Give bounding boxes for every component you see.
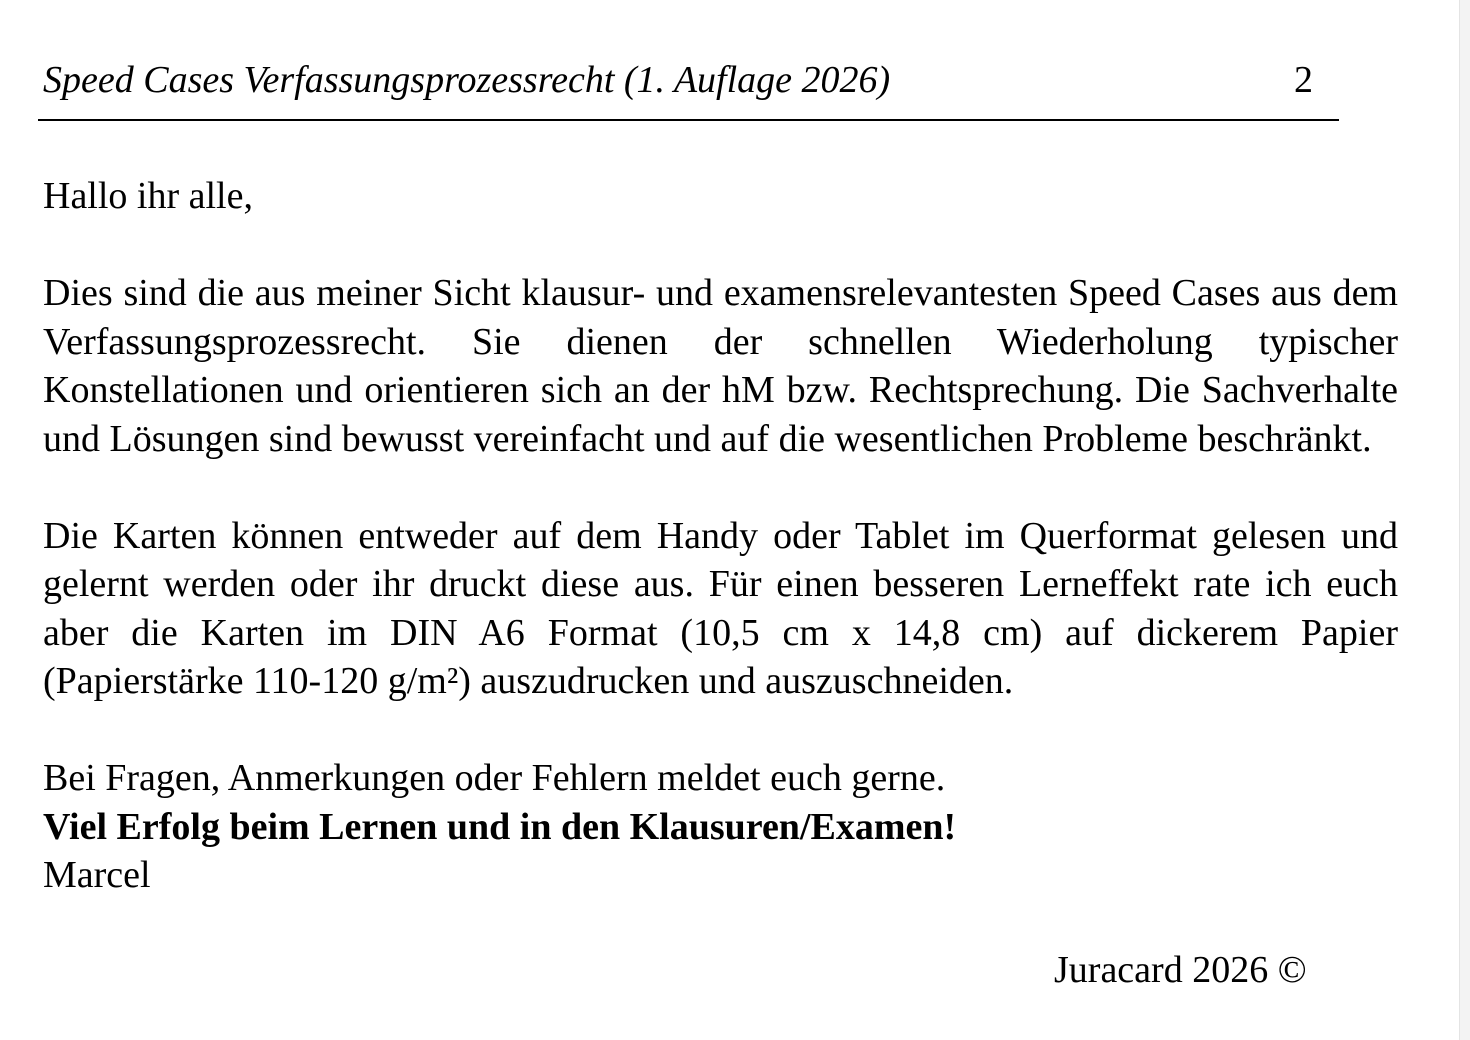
running-header-title: Speed Cases Verfassungsprozessrecht (1. Auflage 2026) [43, 59, 891, 101]
closing-line: Bei Fragen, Anmerkungen oder Fehlern meldet euch gerne. [43, 757, 946, 799]
paragraph-usage: Die Karten können entweder auf dem Handy oder Tablet im Querformat gelesen und gelernt werden oder ihr druckt diese aus. Für einen besseren Lerneffekt rate ich euch aber die Karten im DIN A6 Format (10,5 cm x 14,8 cm) auf dickerem Papier (Papierstärke 110-120 g/m²) auszudrucken und auszuschneiden. [43, 514, 1398, 702]
greeting: Hallo ihr alle, [43, 175, 253, 217]
copyright-notice: Juracard 2026 © [1054, 949, 1307, 991]
paragraph-intro: Dies sind die aus meiner Sicht klausur- und examensrelevantesten Speed Cases aus dem Verfassungsprozessrecht. Sie dienen der schnellen Wiederholung typischer Konstellationen und orientieren sich an der hM bzw. Rechtsprechung. Die Sachverhalte und Lösungen sind bewusst vereinfacht und auf die wesentlichen Probleme beschränkt. [43, 272, 1398, 460]
closing-wish: Viel Erfolg beim Lernen und in den Klausuren/Examen! [43, 805, 957, 848]
signature: Marcel [43, 854, 151, 896]
header-divider [38, 119, 1339, 121]
letter-body [43, 172, 1398, 900]
page-number: 2 [1294, 59, 1313, 101]
page-edge [1459, 0, 1470, 1040]
